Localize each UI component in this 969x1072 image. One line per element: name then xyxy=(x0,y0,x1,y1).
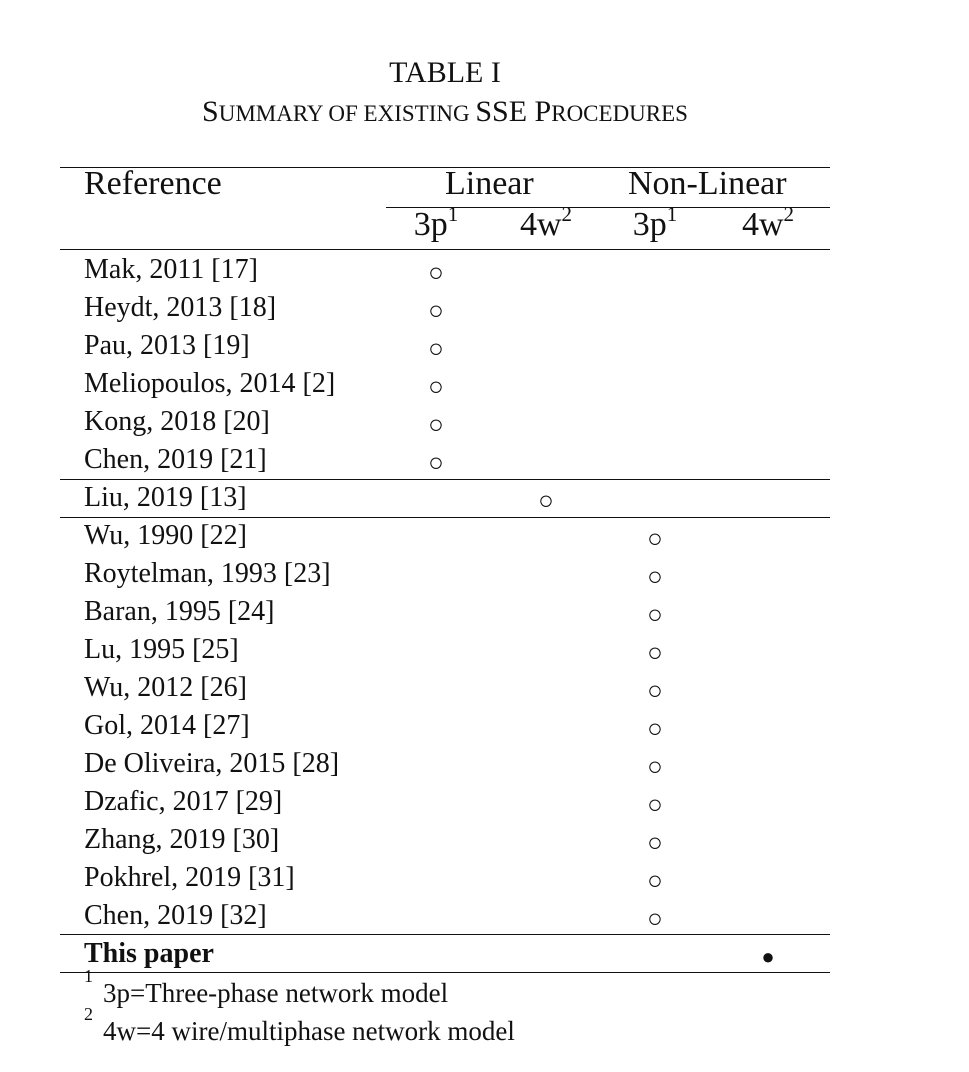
open-circle-mark: ○ xyxy=(538,486,554,515)
subcolumn-header-linear-3p xyxy=(413,202,459,244)
reference-cell: Lu, 1995 [25] xyxy=(84,634,239,665)
table-row xyxy=(84,788,830,826)
open-circle-mark: ○ xyxy=(428,334,444,363)
reference-cell: Chen, 2019 [32] xyxy=(84,900,267,931)
reference-cell: Chen, 2019 [21] xyxy=(84,444,267,475)
open-circle-mark: ○ xyxy=(428,410,444,439)
open-circle-mark: ○ xyxy=(647,790,663,819)
caption-title-part: SSE P xyxy=(475,95,552,128)
open-circle-mark: ○ xyxy=(647,866,663,895)
open-circle-mark: ○ xyxy=(647,524,663,553)
subcolumn-header-linear-4w xyxy=(519,202,573,244)
open-circle-mark: ○ xyxy=(428,296,444,325)
footnote-number: 1 xyxy=(84,966,93,986)
reference-cell: Dzafic, 2017 [29] xyxy=(84,786,283,817)
table-row xyxy=(84,598,830,636)
group-divider-rule xyxy=(60,517,830,518)
footnote-marker: 1 xyxy=(447,202,459,226)
subcolumn-label: 3p xyxy=(413,206,448,243)
open-circle-mark: ○ xyxy=(428,448,444,477)
table-caption-title xyxy=(0,95,890,129)
table-row xyxy=(84,294,830,332)
reference-cell: Wu, 1990 [22] xyxy=(84,520,247,551)
subcolumn-header-nonlinear-4w xyxy=(741,202,795,244)
table-row xyxy=(84,408,830,446)
footnote-number: 2 xyxy=(84,1004,93,1024)
footnote-marker: 2 xyxy=(561,202,573,226)
open-circle-mark: ○ xyxy=(428,258,444,287)
open-circle-mark: ○ xyxy=(647,562,663,591)
open-circle-mark: ○ xyxy=(647,714,663,743)
open-circle-mark: ○ xyxy=(647,904,663,933)
table-row xyxy=(84,332,830,370)
nonlinear-group-header: Non-Linear xyxy=(628,165,787,202)
open-circle-mark: ○ xyxy=(647,676,663,705)
table-row xyxy=(84,370,830,408)
footnote-marker: 1 xyxy=(666,202,678,226)
header-bottom-rule xyxy=(60,249,830,250)
table-row xyxy=(84,560,830,598)
reference-cell: Baran, 1995 [24] xyxy=(84,596,275,627)
reference-cell: Heydt, 2013 [18] xyxy=(84,292,277,323)
reference-cell: De Oliveira, 2015 [28] xyxy=(84,748,340,779)
table-row xyxy=(84,674,830,712)
footnote xyxy=(84,966,449,1009)
subcolumn-label: 4w xyxy=(741,206,784,243)
subcolumn-header-nonlinear-3p xyxy=(632,202,678,244)
caption-title-part: S xyxy=(202,95,219,128)
reference-cell: Meliopoulos, 2014 [2] xyxy=(84,368,336,399)
open-circle-mark: ○ xyxy=(647,638,663,667)
footnote-text: 4w=4 wire/multiphase network model xyxy=(103,1016,515,1046)
reference-cell: Zhang, 2019 [30] xyxy=(84,824,280,855)
table-row xyxy=(84,826,830,864)
table-row xyxy=(84,750,830,788)
footnote xyxy=(84,1004,515,1047)
filled-circle-mark: ● xyxy=(761,944,775,969)
footnote-marker: 2 xyxy=(783,202,795,226)
reference-cell: Wu, 2012 [26] xyxy=(84,672,247,703)
table-caption-label: TABLE I xyxy=(389,56,501,89)
reference-cell: This paper xyxy=(84,938,214,969)
reference-cell: Liu, 2019 [13] xyxy=(84,482,247,513)
linear-group-header: Linear xyxy=(445,165,534,202)
open-circle-mark: ○ xyxy=(428,372,444,401)
footnote-text: 3p=Three-phase network model xyxy=(103,978,449,1008)
table-row xyxy=(84,256,830,294)
reference-cell: Mak, 2011 [17] xyxy=(84,254,258,285)
subcolumn-label: 4w xyxy=(519,206,562,243)
subcolumn-label: 3p xyxy=(632,206,667,243)
reference-cell: Gol, 2014 [27] xyxy=(84,710,250,741)
table-row xyxy=(84,712,830,750)
table-bottom-rule xyxy=(60,972,830,973)
reference-cell: Kong, 2018 [20] xyxy=(84,406,270,437)
table-row xyxy=(84,864,830,902)
group-divider-rule xyxy=(60,479,830,480)
open-circle-mark: ○ xyxy=(647,828,663,857)
table-row xyxy=(84,522,830,560)
reference-cell: Pau, 2013 [19] xyxy=(84,330,250,361)
caption-title-part: UMMARY OF EXISTING xyxy=(218,101,476,126)
caption-title-part: ROCEDURES xyxy=(551,101,688,126)
reference-cell: Pokhrel, 2019 [31] xyxy=(84,862,295,893)
table-row xyxy=(84,636,830,674)
open-circle-mark: ○ xyxy=(647,752,663,781)
reference-header: Reference xyxy=(84,165,222,202)
reference-cell: Roytelman, 1993 [23] xyxy=(84,558,331,589)
open-circle-mark: ○ xyxy=(647,600,663,629)
group-divider-rule xyxy=(60,934,830,935)
